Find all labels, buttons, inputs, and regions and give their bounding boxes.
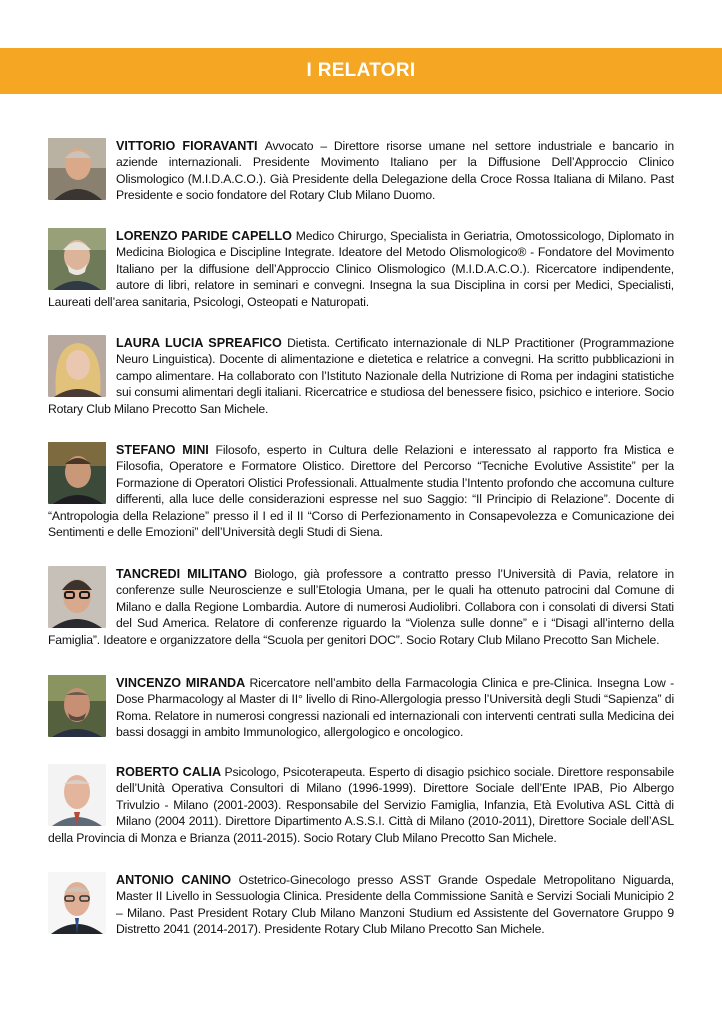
speaker-photo [48, 228, 106, 290]
speaker-photo [48, 675, 106, 737]
section-header [0, 48, 722, 94]
speaker-bio: Medico Chirurgo, Specialista in Geriatria, Omotossicologo, Diplomato in Medicina Biologica e Discipline Integrate. Ideatore del Metodo Olismologico® - Fondatore del Movimento Italiano per la diffusione dell’Approccio Clinico Olismologico (M.I.D.A.C.O.). Ricercatore indipendente, autore di libri, relatore in seminari e convegni. Insegna la sua Disciplina in corsi per Medici, Specialisti, Laureati dell’area sanitaria, Psicologi, Osteopati e Naturopati. [48, 229, 674, 309]
speaker-name: STEFANO MINI [116, 443, 216, 457]
speaker-name: VITTORIO FIORAVANTI [116, 139, 265, 153]
speaker-name: LORENZO PARIDE CAPELLO [116, 229, 296, 243]
speaker-photo [48, 566, 106, 628]
speaker-photo [48, 764, 106, 826]
speaker-bio: Ricercatore nell’ambito della Farmacologia Clinica e pre-Clinica. Insegna Low - Dose Pharmacology al Master di II° livello di Rino-Allergologia presso l’Università degli Studi “Sapienza” di Roma. Relatore in numerosi congressi nazionali ed internazionali con interventi centrati sulla Medicina dei bassi dosaggi in ambito Immunologico, allergologico e oncologico. [116, 676, 674, 740]
speaker-bio: Avvocato – Direttore risorse umane nel settore industriale e bancario in aziende internazionali. Presidente Movimento Italiano per la Diffusione Dell’Approccio Clinico Olismologico (M.I.D.A.C.O.). Già Presidente della Delegazione della Croce Rossa Italiana di Milano. Past Presidente e socio fondatore del Rotary Club Milano Duomo. [116, 139, 674, 203]
speaker-bio: Filosofo, esperto in Cultura delle Relazioni e interessato al rapporto fra Mistica e Filosofia, Operatore e Formatore Olistico. Direttore del Percorso “Tecniche Evolutive Assistite” per la Formazione di Operatori Olistici Professionali. Attualmente studia l’Intento profondo che accomuna culture differenti, alla luce delle considerazioni espresse nel suo Saggio: “Il Principio di Relazione”. Docente di “Antropologia della Relazione” presso il I ed il II “Corso di Perfezionamento in Consapevolezza e Comunicazione dei Sentimenti e delle Emozioni” dell’Università degli Studi di Siena. [48, 443, 675, 540]
speaker-name: VINCENZO MIRANDA [116, 676, 250, 690]
speaker-name: ANTONIO CANINO [116, 873, 239, 887]
speaker-bio: Dietista. Certificato internazionale di NLP Practitioner (Programmazione Neuro Linguistica). Docente di alimentazione e dietetica e relatrice a convegni. Ha scritto pubblicazioni in campo alimentare. Ha collaborato con l’Istituto Nazionale della Nutrizione di Roma per indagini statistiche sui consumi alimentari degli italiani. Ricercatrice e studiosa del benessere fisico, psichico e interiore. Socio Rotary Club Milano Precotto San Michele. [48, 336, 674, 416]
speaker-bio: Biologo, già professore a contratto presso l’Università di Pavia, relatore in conferenze sulle Neuroscienze e sull’Etologia Umana, per le quali ha ottenuto patrocini dal Comune di Milano e dalla Regione Lombardia. Autore di numerosi Audiolibri. Collabora con i consolati di diversi Stati del Sud America. Relatore di conferenze riguardo la “Violenza sulle donne” e i “Disagi all’interno della Famiglia”. Ideatore e organizzatore della “Scuola per genitori DOC”. Socio Rotary Club Milano Precotto San Michele. [48, 567, 674, 647]
speaker-bio: Psicologo, Psicoterapeuta. Esperto di disagio psichico sociale. Direttore responsabile dell’Unità Operativa Consultori di Milano (1996-1999). Direttore Sociale dell’Ente IPAB, Pio Albergo Trivulzio - Milano (2001-2003). Responsabile del Servizio Famiglia, Infanzia, Età Evolutiva ASL Città di Milano (2004 2011). Direttore Dipartimento A.S.S.I. Città di Milano (2010-2011), Direttore Sociale dell’ASL della Provincia di Monza e Brianza (2011-2015). Socio Rotary Club Milano Precotto San Michele. [48, 765, 674, 845]
speaker-entry [48, 335, 674, 417]
speaker-name: TANCREDI MILITANO [116, 567, 255, 581]
speaker-entry [48, 228, 674, 310]
speaker-photo [48, 872, 106, 934]
speaker-name: LAURA LUCIA SPREAFICO [116, 336, 288, 350]
speaker-name: ROBERTO CALIA [116, 765, 225, 779]
speaker-entry [48, 764, 674, 846]
speaker-photo [48, 335, 106, 397]
speaker-entry [48, 566, 674, 648]
speaker-photo [48, 138, 106, 200]
speaker-bio: Ostetrico-Ginecologo presso ASST Grande Ospedale Metropolitano Niguarda, Master II Livello in Sessuologia Clinica. Presidente della Commissione Sanità e Servizi Sociali Municipio 2 – Milano. Past President Rotary Club Milano Manzoni Studium ed Assistente del Governatore Gruppo 9 Distretto 2041 (2014-2017). Presidente Rotary Club Milano Precotto San Michele. [116, 873, 675, 937]
speaker-entry [48, 138, 674, 204]
speaker-entry [48, 442, 674, 540]
speaker-entry [48, 675, 674, 741]
speaker-entry [48, 872, 674, 938]
speaker-photo [48, 442, 106, 504]
page-title: I RELATORI [306, 60, 416, 81]
